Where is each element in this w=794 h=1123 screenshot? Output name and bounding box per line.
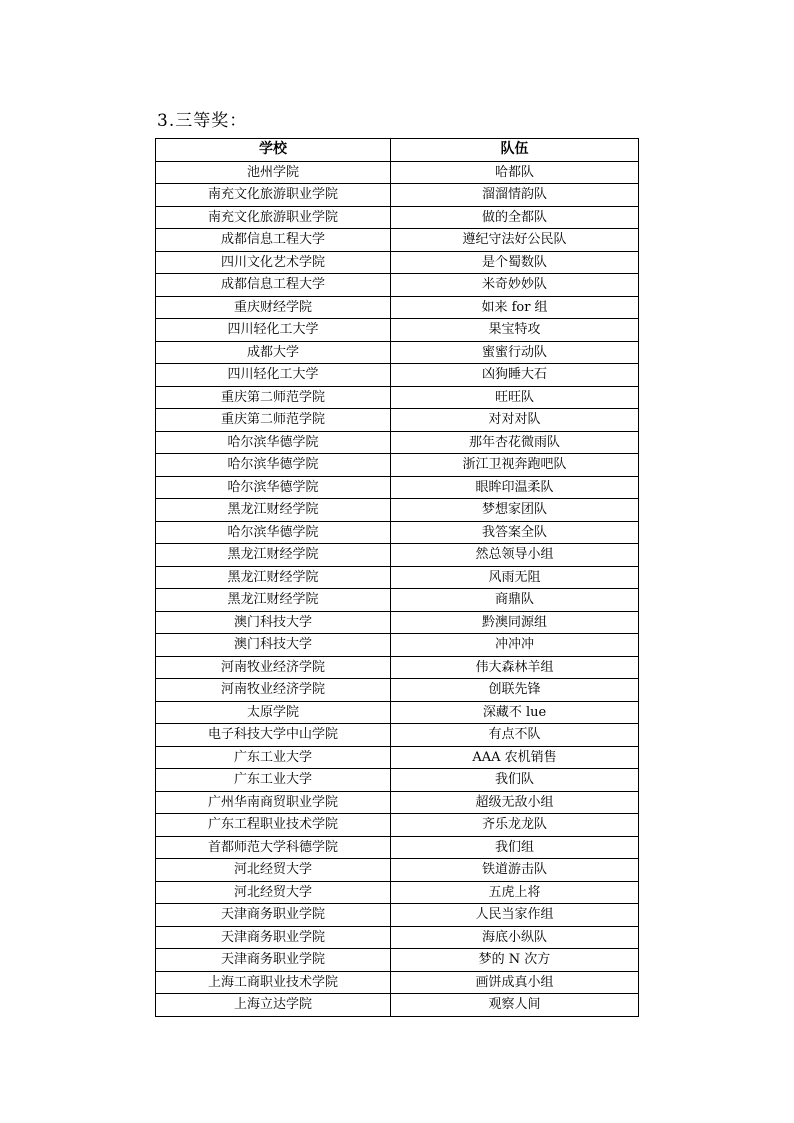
table-row	[156, 566, 639, 589]
school-cell: 河南牧业经济学院	[156, 679, 391, 702]
team-cell: 如来 for 组	[391, 296, 639, 319]
table-row	[156, 589, 639, 612]
school-cell: 广东工业大学	[156, 746, 391, 769]
school-cell: 哈尔滨华德学院	[156, 476, 391, 499]
school-cell: 四川轻化工大学	[156, 319, 391, 342]
table-row	[156, 544, 639, 567]
team-cell: 溜溜情韵队	[391, 184, 639, 207]
team-cell: 我答案全队	[391, 521, 639, 544]
school-cell: 哈尔滨华德学院	[156, 431, 391, 454]
team-cell: 超级无敌小组	[391, 791, 639, 814]
team-cell: 梦的 N 次方	[391, 949, 639, 972]
table-row	[156, 184, 639, 207]
team-cell: 旺旺队	[391, 386, 639, 409]
section-title: 3.三等奖：	[157, 111, 248, 131]
team-cell: 商鼎队	[391, 589, 639, 612]
school-cell: 成都信息工程大学	[156, 274, 391, 297]
team-cell: AAA 农机销售	[391, 746, 639, 769]
table-row	[156, 319, 639, 342]
table-row	[156, 836, 639, 859]
table-row	[156, 229, 639, 252]
team-cell: 做的全都队	[391, 206, 639, 229]
table-row	[156, 161, 639, 184]
table-row	[156, 634, 639, 657]
school-cell: 池州学院	[156, 161, 391, 184]
school-cell: 天津商务职业学院	[156, 904, 391, 927]
header-team: 队伍	[391, 139, 639, 162]
school-cell: 四川轻化工大学	[156, 364, 391, 387]
team-cell: 蜜蜜行动队	[391, 341, 639, 364]
team-cell: 观察人间	[391, 994, 639, 1017]
team-cell: 冲冲冲	[391, 634, 639, 657]
table-row	[156, 679, 639, 702]
school-cell: 澳门科技大学	[156, 634, 391, 657]
team-cell: 铁道游击队	[391, 859, 639, 882]
team-cell: 那年杏花微雨队	[391, 431, 639, 454]
table-row	[156, 521, 639, 544]
school-cell: 首都师范大学科德学院	[156, 836, 391, 859]
school-cell: 黑龙江财经学院	[156, 589, 391, 612]
table-row	[156, 926, 639, 949]
table-row	[156, 386, 639, 409]
school-cell: 黑龙江财经学院	[156, 544, 391, 567]
school-cell: 重庆第二师范学院	[156, 409, 391, 432]
school-cell: 上海立达学院	[156, 994, 391, 1017]
school-cell: 黑龙江财经学院	[156, 499, 391, 522]
team-cell: 然总领导小组	[391, 544, 639, 567]
school-cell: 哈尔滨华德学院	[156, 454, 391, 477]
school-cell: 重庆第二师范学院	[156, 386, 391, 409]
school-cell: 广东工业大学	[156, 769, 391, 792]
awards-table	[155, 138, 639, 1017]
table-row	[156, 431, 639, 454]
team-cell: 遵纪守法好公民队	[391, 229, 639, 252]
team-cell: 五虎上将	[391, 881, 639, 904]
school-cell: 天津商务职业学院	[156, 949, 391, 972]
header-school: 学校	[156, 139, 391, 162]
table-row	[156, 904, 639, 927]
school-cell: 南充文化旅游职业学院	[156, 206, 391, 229]
team-cell: 画饼成真小组	[391, 971, 639, 994]
table-row	[156, 454, 639, 477]
team-cell: 果宝特攻	[391, 319, 639, 342]
team-cell: 我们组	[391, 836, 639, 859]
table-body	[156, 161, 639, 1016]
school-cell: 黑龙江财经学院	[156, 566, 391, 589]
school-cell: 电子科技大学中山学院	[156, 724, 391, 747]
school-cell: 河北经贸大学	[156, 881, 391, 904]
team-cell: 风雨无阻	[391, 566, 639, 589]
table-row	[156, 611, 639, 634]
table-row	[156, 971, 639, 994]
team-cell: 是个蜀数队	[391, 251, 639, 274]
school-cell: 南充文化旅游职业学院	[156, 184, 391, 207]
school-cell: 重庆财经学院	[156, 296, 391, 319]
school-cell: 河北经贸大学	[156, 859, 391, 882]
school-cell: 太原学院	[156, 701, 391, 724]
table-header-row	[156, 139, 639, 162]
table-row	[156, 791, 639, 814]
table-row	[156, 881, 639, 904]
school-cell: 河南牧业经济学院	[156, 656, 391, 679]
team-cell: 创联先锋	[391, 679, 639, 702]
team-cell: 人民当家作组	[391, 904, 639, 927]
school-cell: 广州华南商贸职业学院	[156, 791, 391, 814]
table-row	[156, 656, 639, 679]
table-row	[156, 769, 639, 792]
table-row	[156, 364, 639, 387]
table-row	[156, 206, 639, 229]
team-cell: 凶狗睡大石	[391, 364, 639, 387]
team-cell: 深藏不 lue	[391, 701, 639, 724]
team-cell: 海底小纵队	[391, 926, 639, 949]
team-cell: 梦想家团队	[391, 499, 639, 522]
table-row	[156, 746, 639, 769]
school-cell: 广东工程职业技术学院	[156, 814, 391, 837]
table-row	[156, 476, 639, 499]
team-cell: 对对对队	[391, 409, 639, 432]
school-cell: 澳门科技大学	[156, 611, 391, 634]
team-cell: 齐乐龙龙队	[391, 814, 639, 837]
team-cell: 哈都队	[391, 161, 639, 184]
table-row	[156, 701, 639, 724]
team-cell: 米奇妙妙队	[391, 274, 639, 297]
table-row	[156, 409, 639, 432]
table-row	[156, 296, 639, 319]
school-cell: 哈尔滨华德学院	[156, 521, 391, 544]
table-row	[156, 499, 639, 522]
table-row	[156, 724, 639, 747]
table-row	[156, 949, 639, 972]
school-cell: 成都信息工程大学	[156, 229, 391, 252]
school-cell: 天津商务职业学院	[156, 926, 391, 949]
school-cell: 上海工商职业技术学院	[156, 971, 391, 994]
school-cell: 成都大学	[156, 341, 391, 364]
team-cell: 眼眸印温柔队	[391, 476, 639, 499]
table-row	[156, 251, 639, 274]
team-cell: 我们队	[391, 769, 639, 792]
table-row	[156, 994, 639, 1017]
team-cell: 有点不队	[391, 724, 639, 747]
team-cell: 黔澳同源组	[391, 611, 639, 634]
team-cell: 伟大森林羊组	[391, 656, 639, 679]
table-row	[156, 814, 639, 837]
table-row	[156, 859, 639, 882]
school-cell: 四川文化艺术学院	[156, 251, 391, 274]
team-cell: 浙江卫视奔跑吧队	[391, 454, 639, 477]
table-row	[156, 341, 639, 364]
table-row	[156, 274, 639, 297]
